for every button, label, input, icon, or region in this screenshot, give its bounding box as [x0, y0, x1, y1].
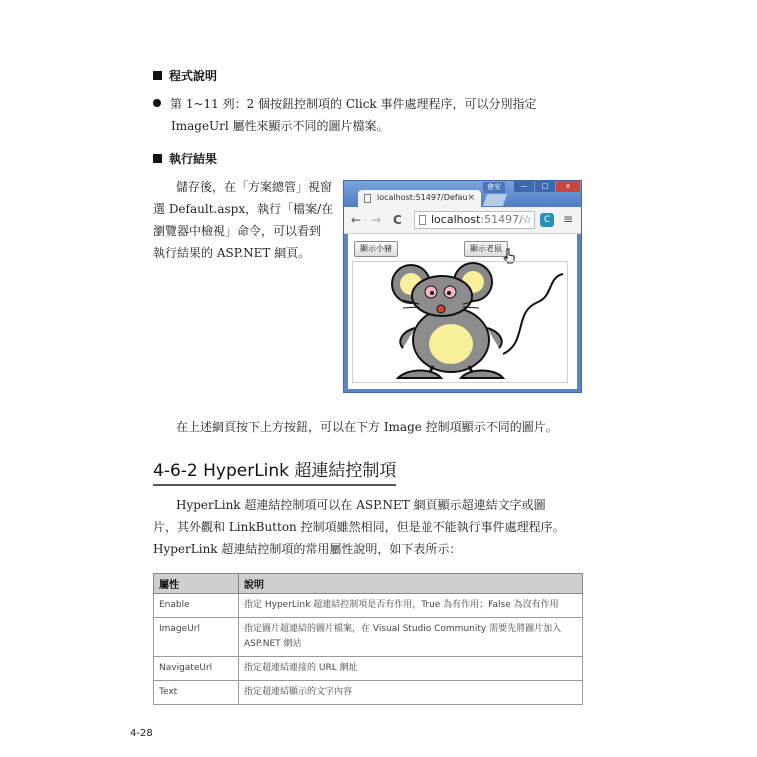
result-line-4: 執行結果的 ASP.NET 網頁。	[153, 246, 311, 260]
header-description: 說明	[239, 574, 583, 594]
round-bullet-icon	[153, 99, 161, 107]
bookmark-star-icon[interactable]: ☆	[522, 213, 532, 226]
table-row	[154, 681, 583, 705]
url-port: :51497/	[480, 213, 523, 226]
image-control	[352, 261, 568, 383]
menu-icon[interactable]: ≡	[563, 212, 574, 226]
result-line-1: 儲存後，在「方案總管」視窗	[176, 180, 333, 194]
page-number: 4-28	[130, 728, 153, 739]
browser-toolbar	[344, 207, 581, 234]
table-row	[154, 594, 583, 618]
description-cell: 指定超連結連接的 URL 網址	[239, 657, 583, 681]
browser-caption: 在上述網頁按下上方按鈕，可以在下方 Image 控制項顯示不同的圖片。	[176, 420, 558, 434]
execution-result-heading-text: 執行結果	[169, 152, 218, 166]
browser-window	[343, 180, 582, 393]
square-bullet-icon	[153, 154, 162, 163]
description-cell: 指定 HyperLink 超連結控制項是否有作用，True 為有作用；False 為沒有作用	[239, 594, 583, 618]
mouse-picture	[353, 262, 567, 382]
result-line-3: 瀏覽器中檢視」命令，可以看到	[153, 224, 322, 238]
explanation-line-1: 第 1~11 列：2 個按鈕控制項的 Click 事件處理程序，可以分別指定	[170, 97, 537, 111]
browser-viewport	[348, 234, 577, 389]
section-para-line-3: HyperLink 超連結控制項的常用屬性說明，如下表所示：	[153, 542, 462, 556]
back-arrow-icon[interactable]: ←	[351, 213, 362, 227]
page-icon	[419, 215, 426, 225]
explanation-line-2: ImageUrl 屬性來顯示不同的圖片檔案。	[171, 119, 389, 133]
program-explanation-heading	[153, 67, 217, 84]
close-window-button[interactable]: x	[556, 181, 580, 192]
tab-close-icon[interactable]: ×	[467, 193, 475, 203]
property-cell: Text	[154, 681, 239, 705]
minimize-button[interactable]: —	[514, 181, 534, 192]
section-para-line-1: HyperLink 超連結控制項可以在 ASP.NET 網頁顯示超連結文字或圖	[176, 498, 546, 512]
description-cell: 指定圖片超連結的圖片檔案，在 Visual Studio Community 需要先將圖片加入 ASP.NET 網站	[239, 618, 583, 657]
extension-icon[interactable]: C	[540, 213, 554, 227]
property-cell: Enable	[154, 594, 239, 618]
show-small-pig-button[interactable]: 顯示小豬	[354, 241, 398, 257]
description-cell: 指定超連結顯示的文字內容	[239, 681, 583, 705]
tab-title: localhost:51497/Defau	[377, 193, 468, 202]
program-explanation-heading-text: 程式說明	[169, 69, 218, 83]
header-property: 屬性	[154, 574, 239, 594]
profile-badge[interactable]: 會安	[483, 182, 505, 193]
result-line-2: 選 Default.aspx，執行「檔案/在	[153, 202, 334, 216]
forward-arrow-icon[interactable]: →	[371, 213, 382, 227]
table-row	[154, 618, 583, 657]
reload-icon[interactable]: C	[393, 213, 402, 227]
browser-tab[interactable]	[358, 190, 481, 207]
url-host: localhost	[431, 213, 481, 226]
square-bullet-icon	[153, 71, 162, 80]
page-icon	[364, 194, 371, 203]
address-bar[interactable]	[414, 211, 535, 229]
table-row	[154, 657, 583, 681]
maximize-button[interactable]: □	[535, 181, 555, 192]
show-mouse-button[interactable]: 顯示老鼠	[464, 241, 508, 257]
property-cell: NavigateUrl	[154, 657, 239, 681]
property-cell: ImageUrl	[154, 618, 239, 657]
section-title: 4-6-2 HyperLink 超連結控制項	[153, 456, 396, 486]
section-para-line-2: 片，其外觀和 LinkButton 控制項雖然相同，但是並不能執行事件處理程序。	[153, 520, 565, 534]
explanation-bullet	[153, 95, 537, 112]
execution-result-heading	[153, 150, 217, 167]
table-header-row	[154, 574, 583, 594]
properties-table	[153, 573, 583, 705]
